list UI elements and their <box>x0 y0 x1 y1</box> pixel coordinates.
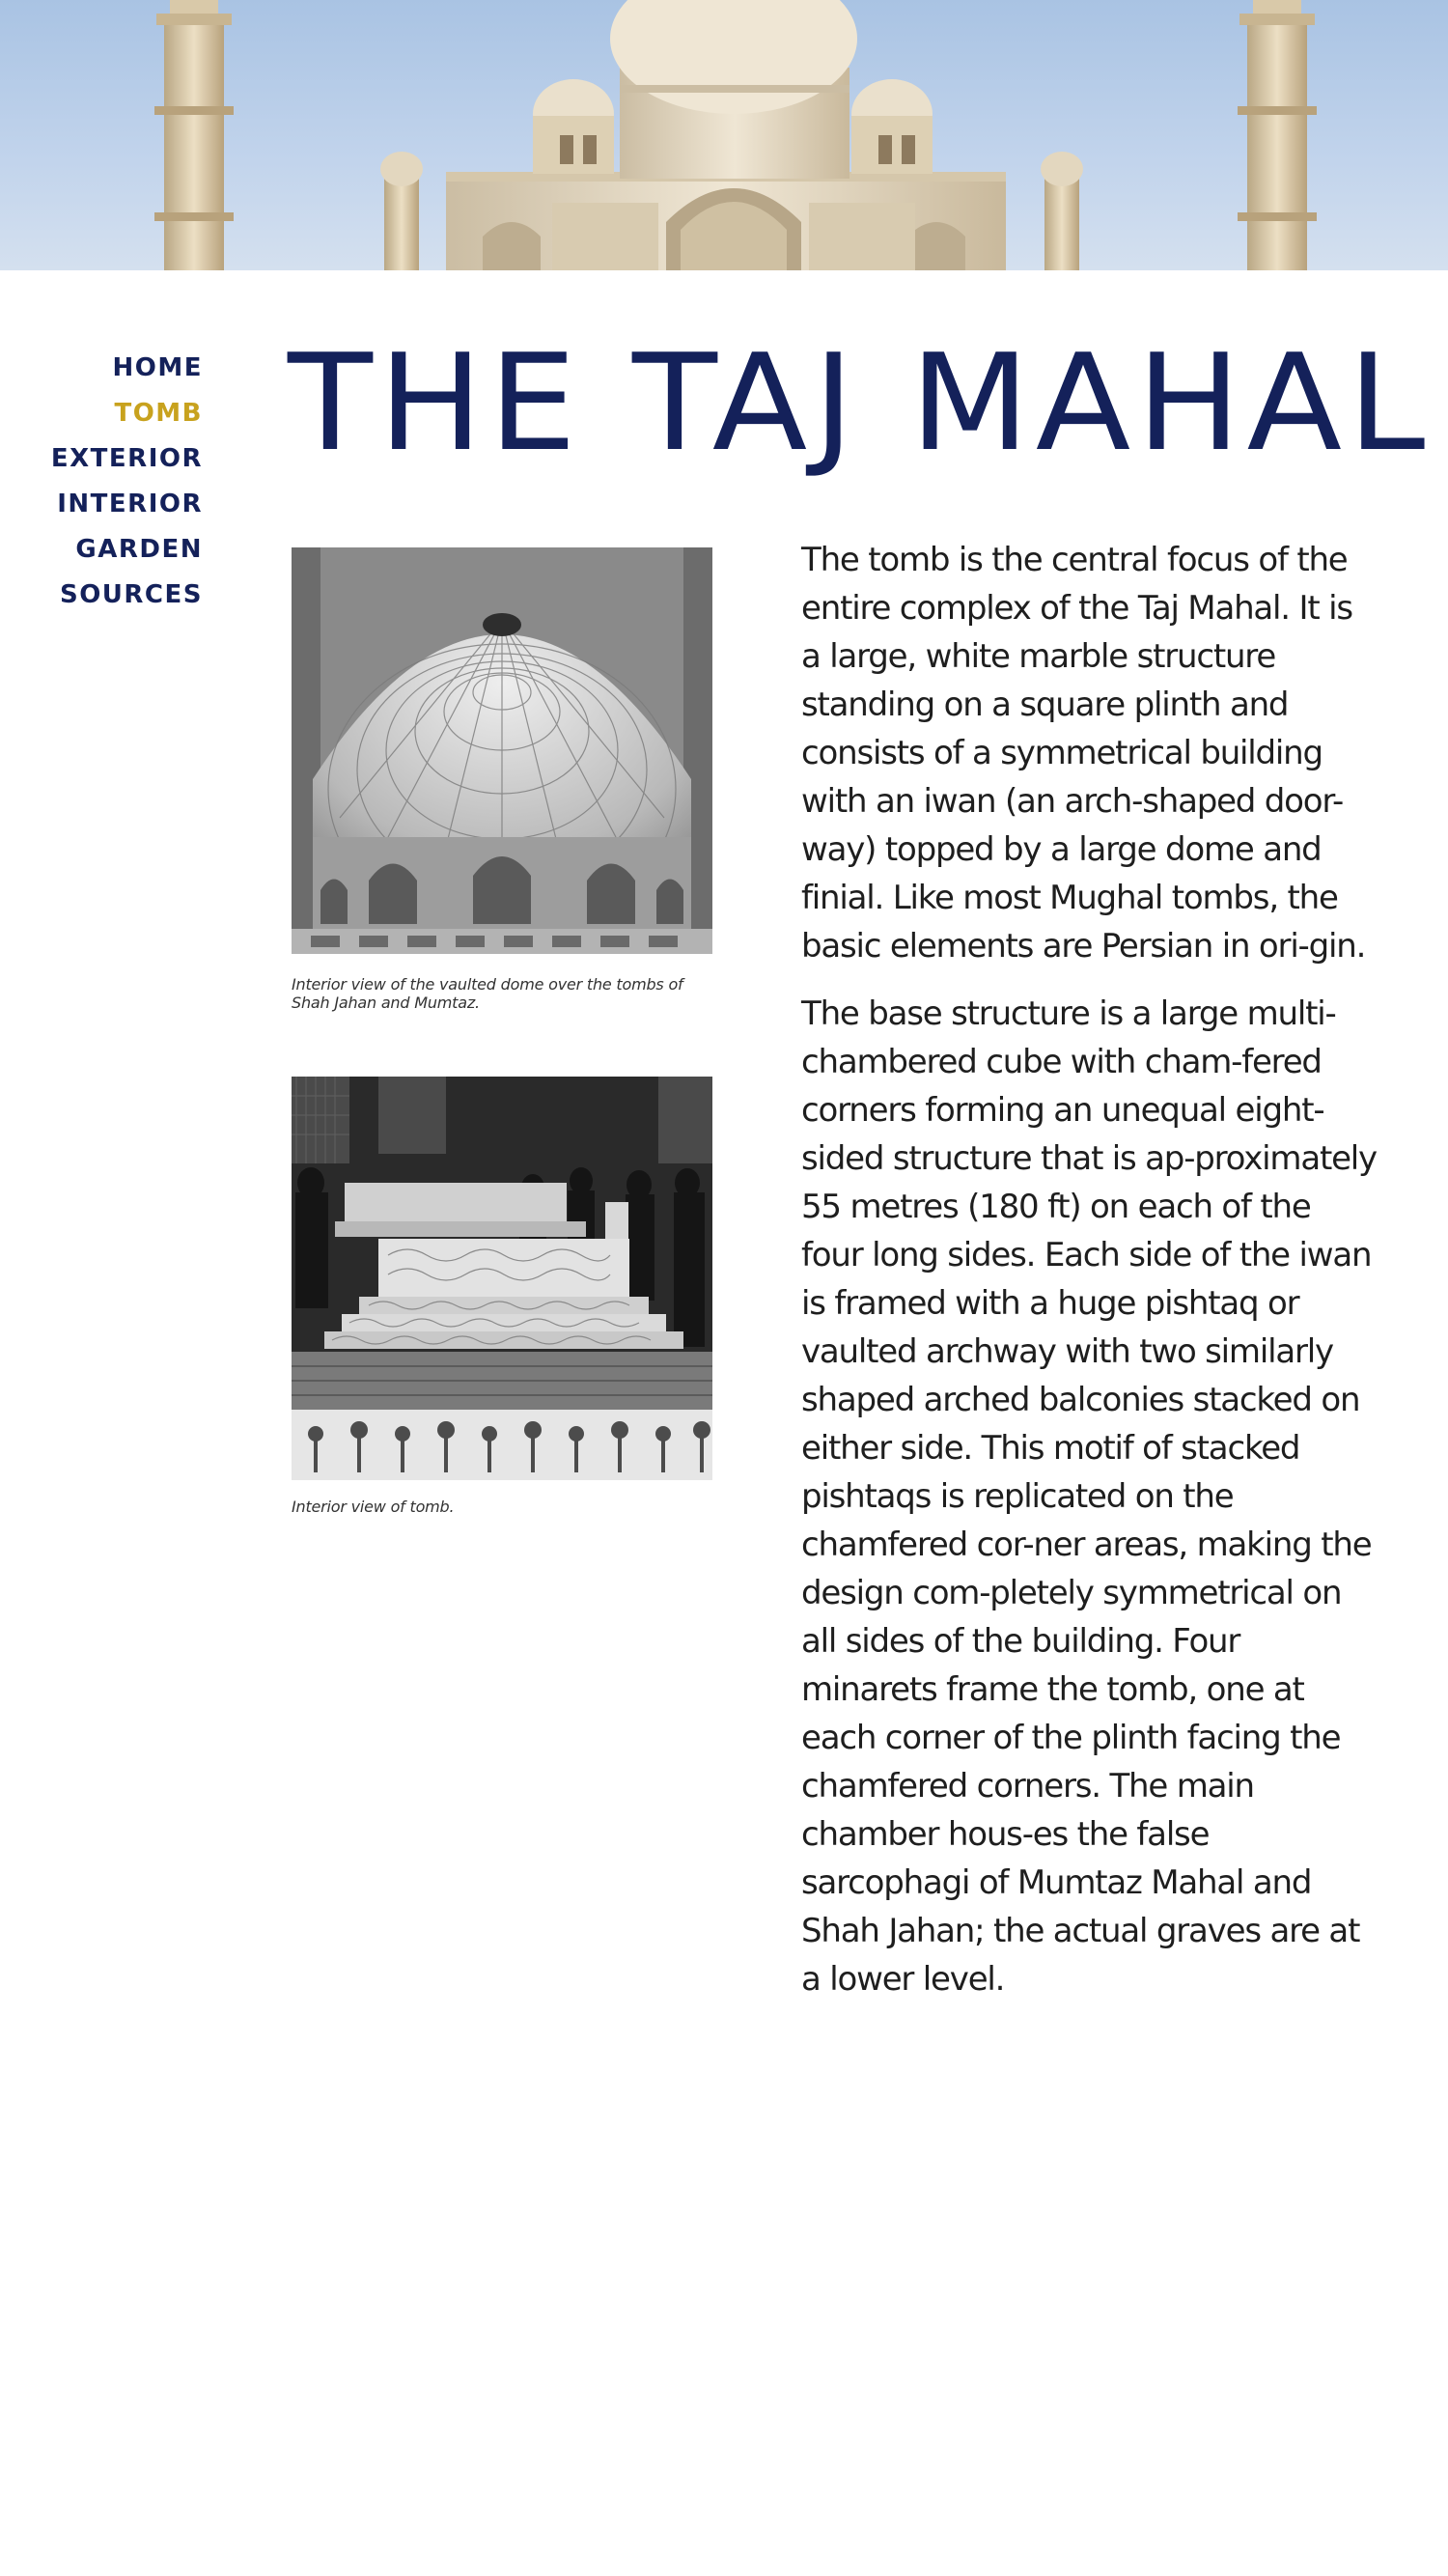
nav-item-tomb[interactable]: TOMB <box>114 399 203 428</box>
figure-caption: Interior view of the vaulted dome over the tombs of Shah Jahan and Mumtaz. <box>292 975 683 1012</box>
article-body <box>801 536 1380 2023</box>
nav-item-garden[interactable]: GARDEN <box>75 535 203 564</box>
nav-item-exterior[interactable]: EXTERIOR <box>50 444 203 473</box>
tomb-cenotaph-photo <box>292 1077 712 1480</box>
header-banner-image <box>0 0 1448 270</box>
figure-caption: Interior view of tomb. <box>292 1498 455 1516</box>
figure-vaulted-dome <box>292 547 712 1012</box>
vaulted-dome-photo <box>292 547 712 954</box>
figure-tomb-interior <box>292 1077 712 1516</box>
nav-item-sources[interactable]: SOURCES <box>59 580 203 609</box>
page-title: THE TAJ MAHAL <box>288 324 1432 481</box>
taj-mahal-banner-photo <box>0 0 1448 270</box>
nav-item-interior[interactable]: INTERIOR <box>57 490 203 518</box>
paragraph: The base structure is a large multi-chambered cube with cham-fered corners forming an unequal eight-sided structure that is ap-proximately 55 metres (180 ft) on each of the four long sides. Each side of the iwan is framed with a huge pishtaq or vaulted archway with two similarly shaped arched balconies stacked on either side. This motif of stacked pishtaqs is replicated on the chamfered cor-ner areas, making the design com-pletely symmetrical on all sides of the building. Four minarets frame the tomb, one at each corner of the plinth facing the chamfered corners. The main chamber hous-es the false sarcophagi of Mumtaz Mahal and Shah Jahan; the actual graves are at a lower level. <box>801 994 1377 1999</box>
side-nav <box>39 346 203 618</box>
nav-item-home[interactable]: HOME <box>112 353 203 382</box>
paragraph: The tomb is the central focus of the entire complex of the Taj Mahal. It is a large, white marble structure standing on a square plinth and consists of a symmetrical building with an iwan (an arch-shaped door-way) topped by a large dome and finial. Like most Mughal tombs, the basic elements are Persian in ori-gin. <box>801 541 1366 966</box>
